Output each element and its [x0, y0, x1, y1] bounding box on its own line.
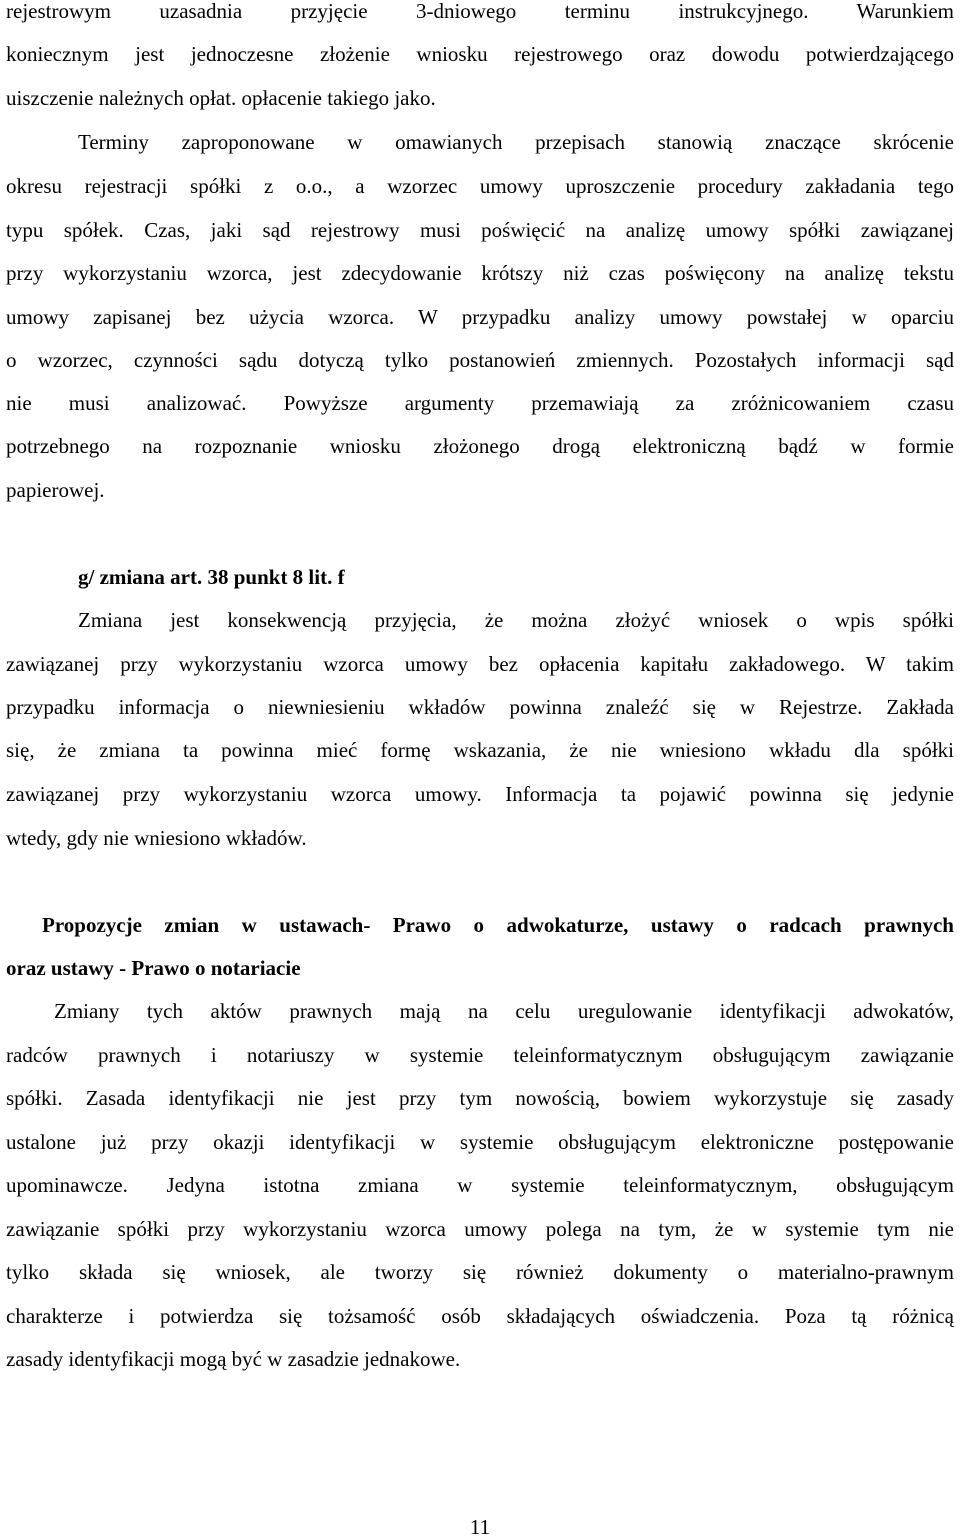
paragraph-line: rejestrowym uzasadnia przyjęcie 3-dniowego terminu instrukcyjnego. Warunkiem — [6, 0, 954, 23]
paragraph-line: Terminy zaproponowane w omawianych przepisach stanowią znaczące skrócenie — [78, 130, 954, 154]
paragraph-line: nie musi analizować. Powyższe argumenty przemawiają za zróżnicowaniem czasu — [6, 391, 954, 415]
paragraph-line: zawiązanie spółki przy wykorzystaniu wzorca umowy polega na tym, że w systemie tym nie — [6, 1217, 954, 1241]
paragraph-line: ustalone już przy okazji identyfikacji w systemie obsługującym elektroniczne postępowanie — [6, 1130, 954, 1154]
paragraph-line: okresu rejestracji spółki z o.o., a wzorzec umowy uproszczenie procedury zakładania tego — [6, 174, 954, 198]
section-heading: oraz ustawy - Prawo o notariacie — [6, 956, 301, 980]
paragraph-line: się, że zmiana ta powinna mieć formę wskazania, że nie wniesiono wkładu dla spółki — [6, 738, 954, 762]
page-number: 11 — [469, 1515, 491, 1539]
paragraph-line: o wzorzec, czynności sądu dotyczą tylko postanowień zmiennych. Pozostałych informacji sąd — [6, 348, 954, 372]
section-heading: Propozycje zmian w ustawach- Prawo o adwokaturze, ustawy o radcach prawnych — [42, 913, 954, 937]
paragraph-line: charakterze i potwierdza się tożsamość osób składających oświadczenia. Poza tą różnicą — [6, 1304, 954, 1328]
paragraph-line: typu spółek. Czas, jaki sąd rejestrowy musi poświęcić na analizę umowy spółki zawiązanej — [6, 218, 954, 242]
paragraph-line: upominawcze. Jedyna istotna zmiana w systemie teleinformatycznym, obsługującym — [6, 1173, 954, 1197]
paragraph-line: radców prawnych i notariuszy w systemie teleinformatycznym obsługującym zawiązanie — [6, 1043, 954, 1067]
paragraph-line: Zmiany tych aktów prawnych mają na celu uregulowanie identyfikacji adwokatów, — [54, 999, 954, 1023]
paragraph-line: umowy zapisanej bez użycia wzorca. W przypadku analizy umowy powstałej w oparciu — [6, 305, 954, 329]
paragraph-line: papierowej. — [6, 478, 105, 502]
paragraph-line: koniecznym jest jednoczesne złożenie wniosku rejestrowego oraz dowodu potwierdzającego — [6, 42, 954, 66]
paragraph-line: tylko składa się wniosek, ale tworzy się również dokumenty o materialno-prawnym — [6, 1260, 954, 1284]
paragraph-line: uiszczenie należnych opłat. opłacenie takiego jako. — [6, 86, 436, 110]
paragraph-line: wtedy, gdy nie wniesiono wkładów. — [6, 826, 307, 850]
paragraph-line: spółki. Zasada identyfikacji nie jest przy tym nowością, bowiem wykorzystuje się zasady — [6, 1086, 954, 1110]
paragraph-line: zawiązanej przy wykorzystaniu wzorca umowy bez opłacenia kapitału zakładowego. W takim — [6, 652, 954, 676]
paragraph-line: zasady identyfikacji mogą być w zasadzie jednakowe. — [6, 1347, 461, 1371]
section-heading: g/ zmiana art. 38 punkt 8 lit. f — [78, 565, 345, 589]
paragraph-line: przypadku informacja o niewniesieniu wkładów powinna znaleźć się w Rejestrze. Zakłada — [6, 695, 954, 719]
paragraph-line: Zmiana jest konsekwencją przyjęcia, że można złożyć wniosek o wpis spółki — [78, 608, 954, 632]
paragraph-line: przy wykorzystaniu wzorca, jest zdecydowanie krótszy niż czas poświęcony na analizę tekstu — [6, 261, 954, 285]
paragraph-line: zawiązanej przy wykorzystaniu wzorca umowy. Informacja ta pojawić powinna się jedynie — [6, 782, 954, 806]
paragraph-line: potrzebnego na rozpoznanie wniosku złożonego drogą elektroniczną bądź w formie — [6, 434, 954, 458]
